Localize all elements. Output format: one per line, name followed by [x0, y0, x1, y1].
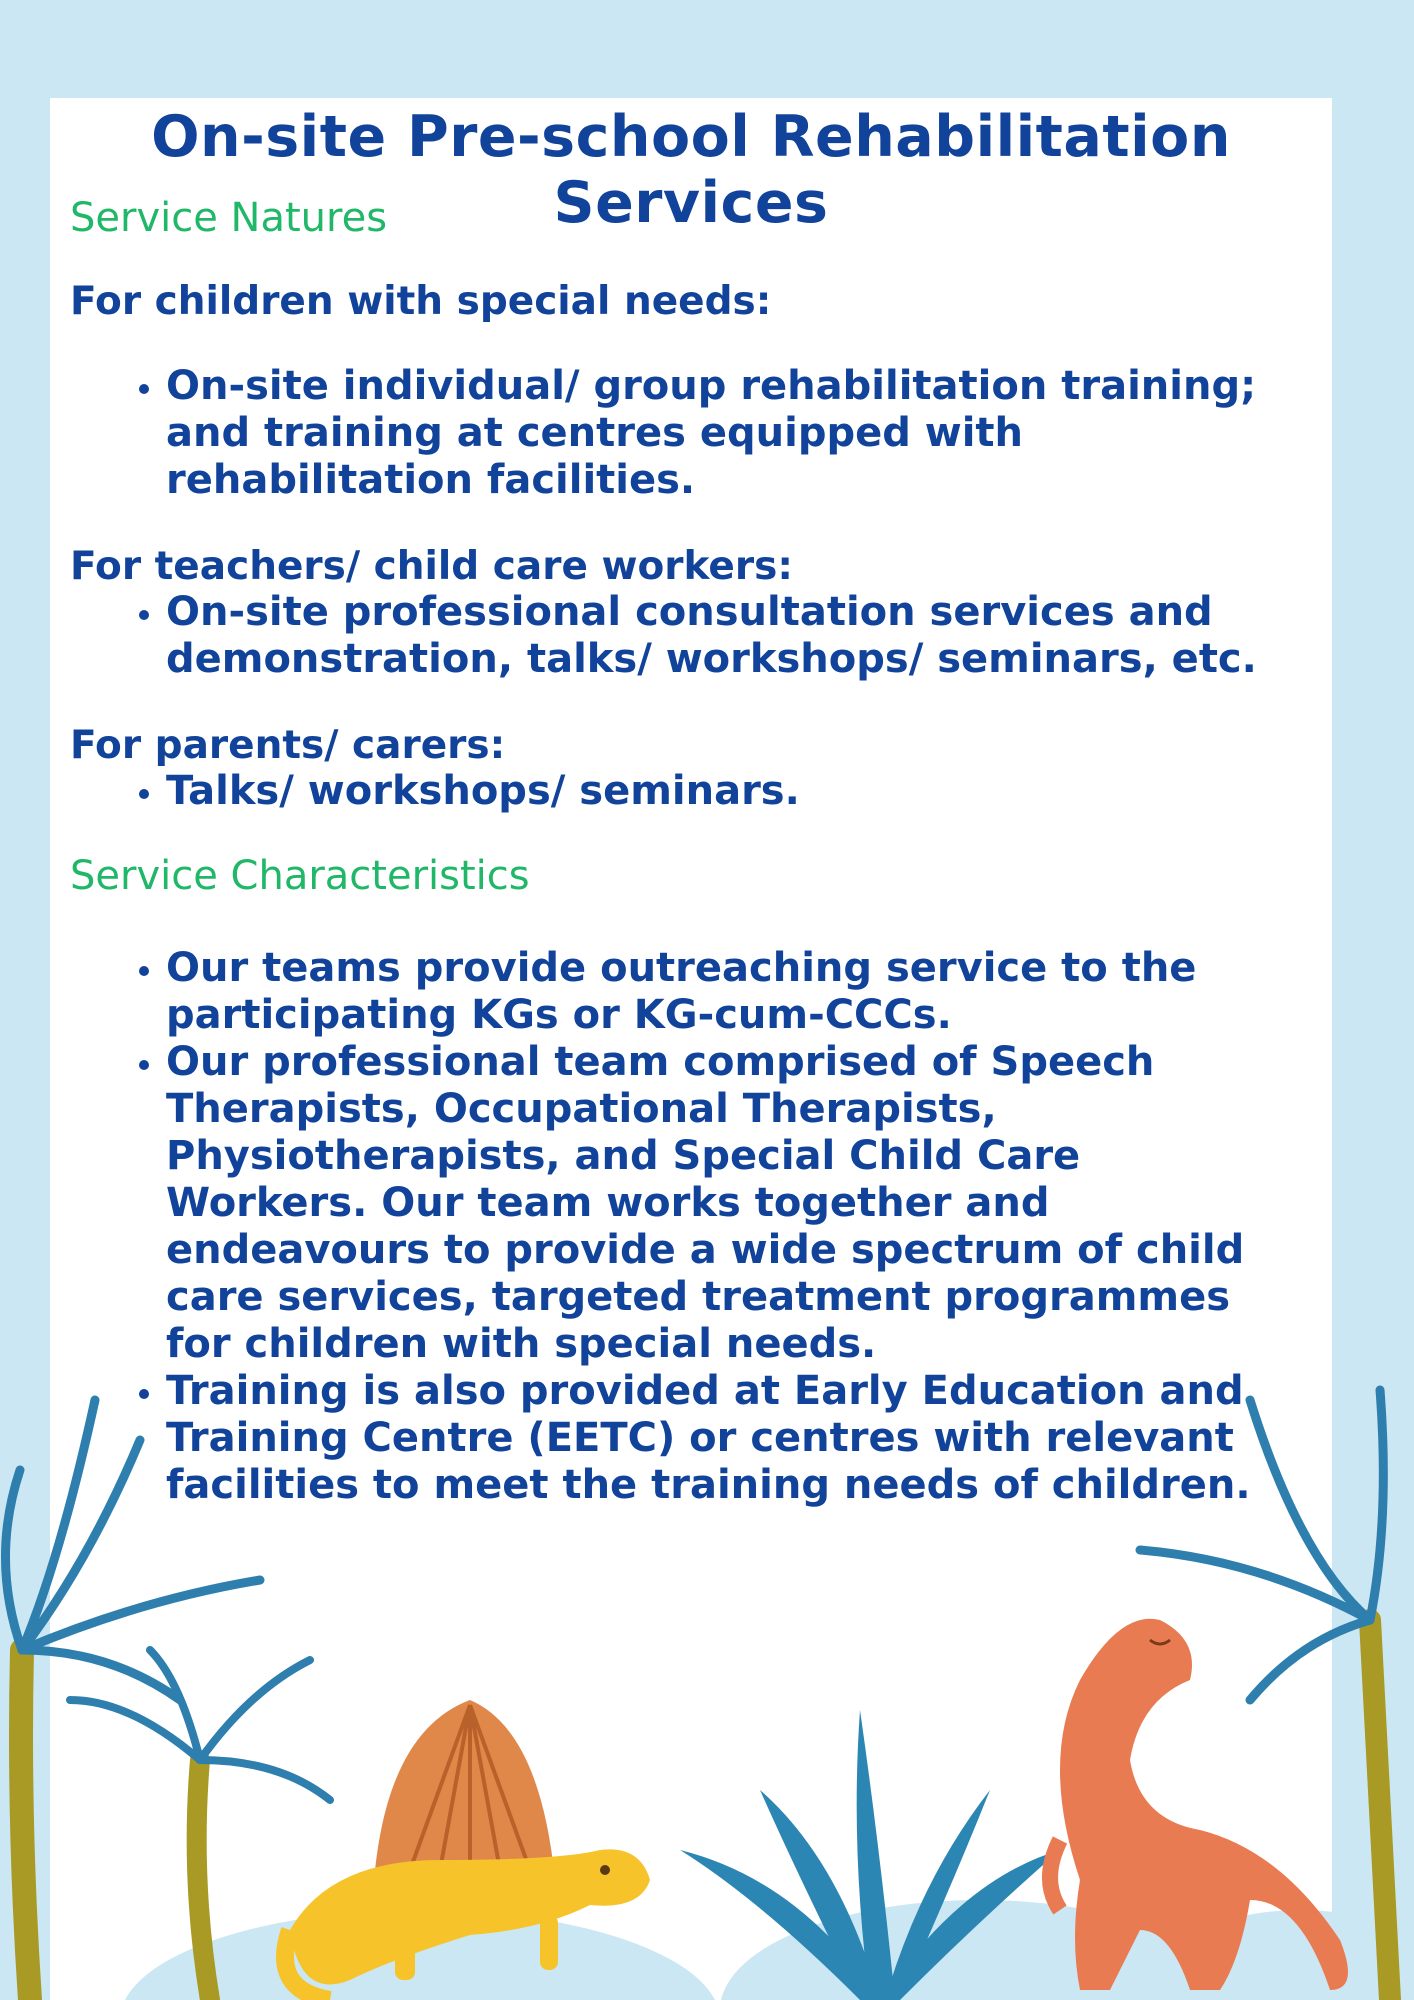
service-characteristics-heading: Service Characteristics: [70, 853, 530, 899]
list-item: • Our teams provide outreaching service to the participating KGs or KG-cum-CCCs.: [166, 945, 1290, 1039]
parents-group-label: For parents/ carers:: [70, 723, 506, 768]
service-natures-heading: Service Natures: [70, 195, 388, 241]
children-group-label: For children with special needs:: [70, 279, 772, 324]
main-content: [70, 195, 1290, 1509]
list-item: • Training is also provided at Early Education and Training Centre (EETC) or centres with relevant facilities to meet the training needs of children.: [166, 1368, 1290, 1509]
list-item: • On-site individual/ group rehabilitation training; and training at centres equipped with rehabilitation facilities.: [166, 363, 1290, 504]
characteristics-list: [70, 945, 1290, 1509]
teachers-services-list: [70, 589, 1290, 683]
children-services-list: [70, 363, 1290, 504]
list-item: • Our professional team comprised of Speech Therapists, Occupational Therapists, Physiotherapists, and Special Child Care Workers. Our team works together and endeavours to provide a wide spectrum of child care services, targeted treatment programmes for children with special needs.: [166, 1039, 1290, 1368]
parents-services-list: [70, 768, 1290, 815]
list-item: • On-site professional consultation services and demonstration, talks/ workshops/ seminars, etc.: [166, 589, 1290, 683]
list-item: • Talks/ workshops/ seminars.: [166, 768, 1290, 815]
teachers-group-label: For teachers/ child care workers:: [70, 544, 793, 589]
page-title: On-site Pre-school Rehabilitation Services: [151, 104, 1231, 236]
